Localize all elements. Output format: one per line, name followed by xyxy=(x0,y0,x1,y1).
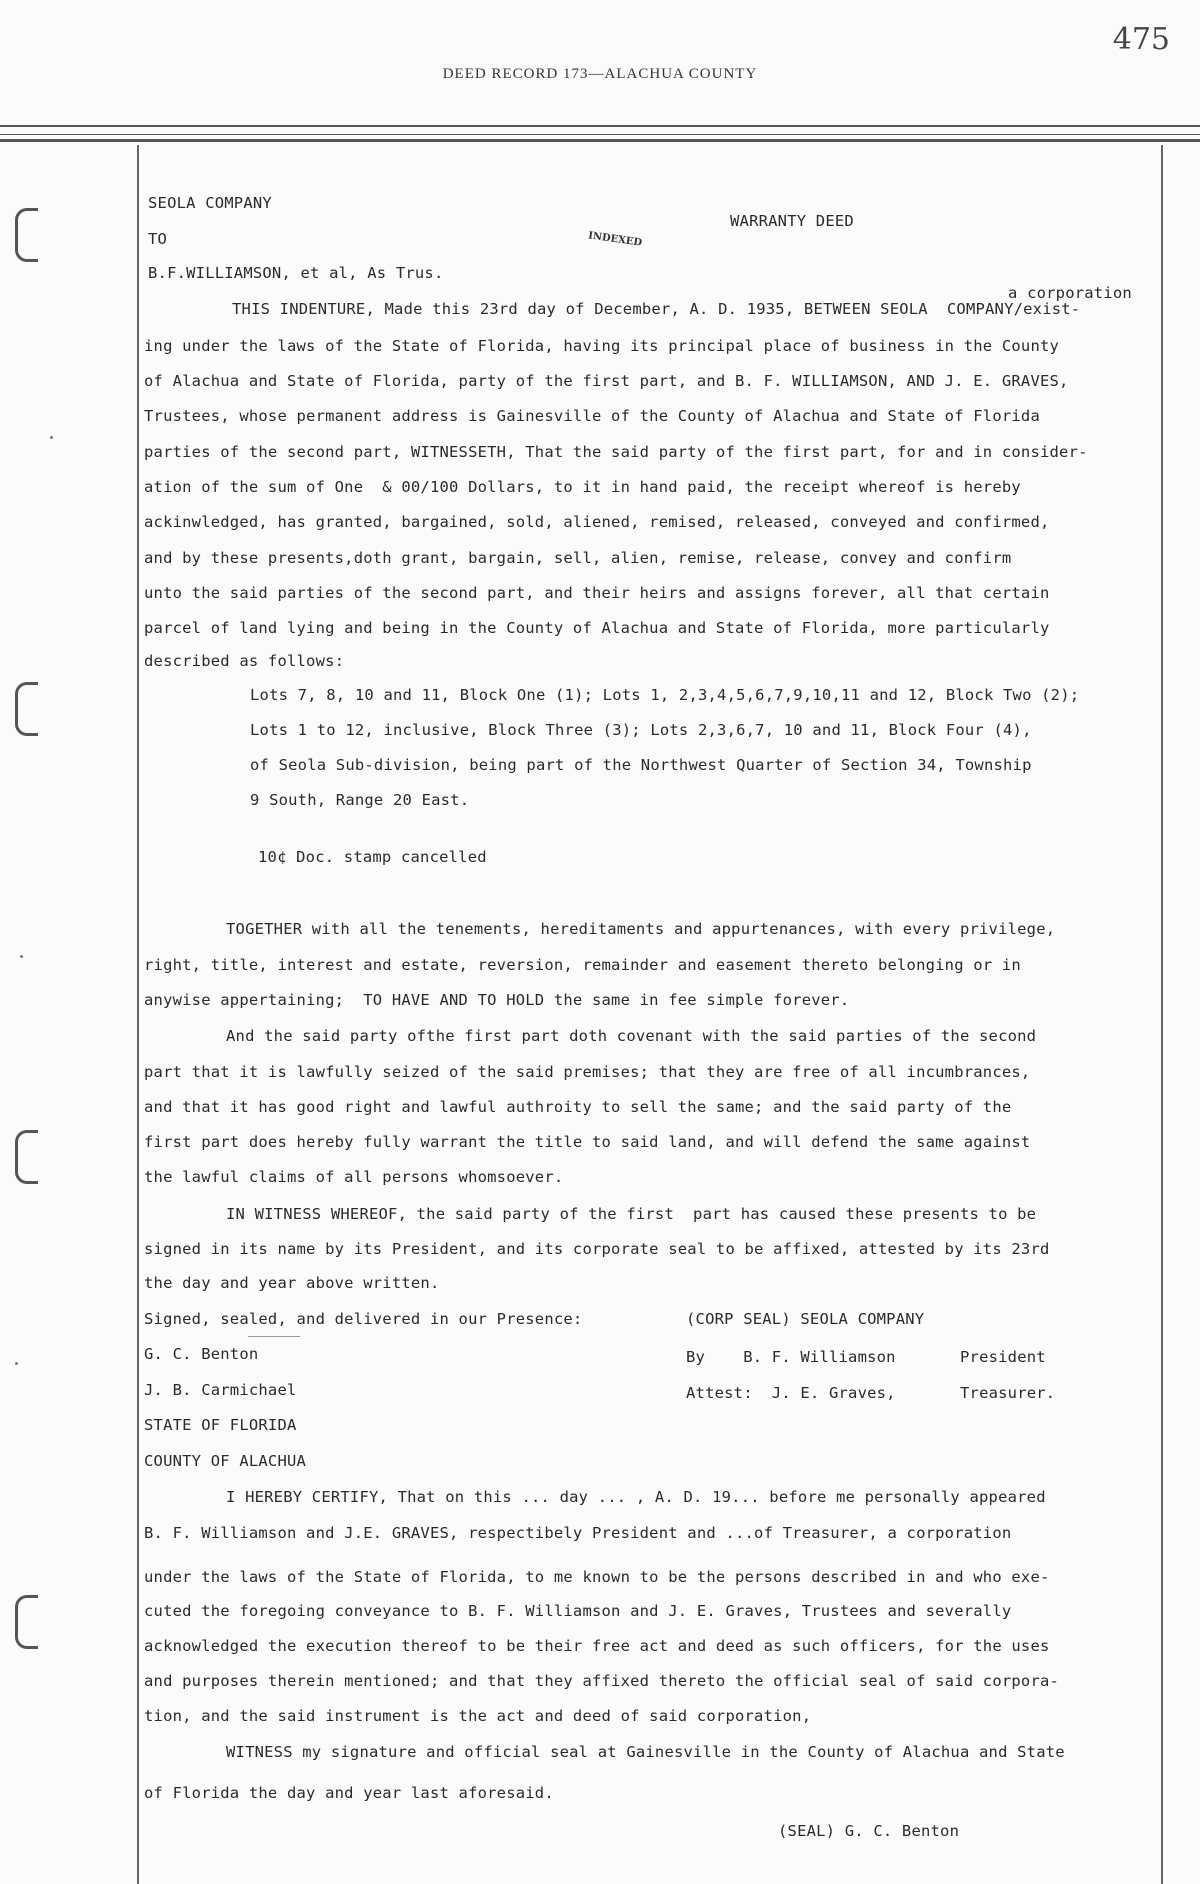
line: I HEREBY CERTIFY, That on this ... day ... , A. D. 19... before me personally appeared xyxy=(226,1488,1046,1506)
witness-name: J. B. Carmichael xyxy=(144,1381,297,1399)
line: ation of the sum of One & 00/100 Dollars, to it in hand paid, the receipt whereof is hereby xyxy=(144,478,1021,496)
corporate-seal: (CORP SEAL) SEOLA COMPANY xyxy=(686,1310,925,1328)
line: of Florida the day and year last aforesaid. xyxy=(144,1784,554,1802)
line: ing under the laws of the State of Florida, having its principal place of business in the County xyxy=(144,337,1060,355)
line: the lawful claims of all persons whomsoever. xyxy=(144,1168,564,1186)
header-rule xyxy=(0,134,1200,135)
to-label: TO xyxy=(148,230,168,248)
doc-stamp-note: 10¢ Doc. stamp cancelled xyxy=(258,848,487,866)
line: WITNESS my signature and official seal at Gainesville in the County of Alachua and State xyxy=(226,1743,1065,1761)
line: first part does hereby fully warrant the title to said land, and will defend the same against xyxy=(144,1133,1031,1151)
line: cuted the foregoing conveyance to B. F. Williamson and J. E. Graves, Trustees and severally xyxy=(144,1602,1012,1620)
venue-state: STATE OF FLORIDA xyxy=(144,1416,297,1434)
line: Lots 1 to 12, inclusive, Block Three (3); Lots 2,3,6,7, 10 and 11, Block Four (4), xyxy=(250,721,1032,739)
header-rule xyxy=(0,125,1200,127)
line: TOGETHER with all the tenements, hereditaments and appurtenances, with every privilege, xyxy=(226,920,1056,938)
president-signature: By B. F. Williamson xyxy=(686,1348,896,1366)
notary-seal: (SEAL) G. C. Benton xyxy=(778,1822,960,1840)
line: of Seola Sub-division, being part of the Northwest Quarter of Section 34, Township xyxy=(250,756,1032,774)
line: part that it is lawfully seized of the said premises; that they are free of all incumbrances, xyxy=(144,1063,1031,1081)
record-header: DEED RECORD 173—ALACHUA COUNTY xyxy=(442,66,758,82)
line: tion, and the said instrument is the act and deed of said corporation, xyxy=(144,1707,812,1725)
witness-name: G. C. Benton xyxy=(144,1345,259,1363)
line: IN WITNESS WHEREOF, the said party of the first part has caused these presents to be xyxy=(226,1205,1037,1223)
grantor-name: SEOLA COMPANY xyxy=(148,194,272,212)
paper-speck xyxy=(20,955,23,958)
line: Trustees, whose permanent address is Gainesville of the County of Alachua and State of Florida xyxy=(144,407,1040,425)
line: unto the said parties of the second part, and their heirs and assigns forever, all that certain xyxy=(144,584,1050,602)
line: and that it has good right and lawful authroity to sell the same; and the said party of the xyxy=(144,1098,1012,1116)
line: ackinwledged, has granted, bargained, sold, aliened, remised, released, conveyed and confirmed, xyxy=(144,513,1050,531)
line: a corporation xyxy=(1008,284,1132,302)
venue-county: COUNTY OF ALACHUA xyxy=(144,1452,307,1470)
grantee-name: B.F.WILLIAMSON, et al, As Trus. xyxy=(148,264,444,282)
line: and purposes therein mentioned; and that they affixed thereto the official seal of said corpora- xyxy=(144,1672,1060,1690)
binder-ring-mark xyxy=(15,1130,38,1184)
line: and by these presents,doth grant, bargain, sell, alien, remise, release, convey and confirm xyxy=(144,549,1012,567)
line: Lots 7, 8, 10 and 11, Block One (1); Lots 1, 2,3,4,5,6,7,9,10,11 and 12, Block Two (2); xyxy=(250,686,1080,704)
line: under the laws of the State of Florida, to me known to be the persons described in and who exe- xyxy=(144,1568,1050,1586)
line: the day and year above written. xyxy=(144,1274,440,1292)
line: 9 South, Range 20 East. xyxy=(250,791,470,809)
left-margin-rule xyxy=(137,145,139,1884)
binder-ring-mark xyxy=(15,682,38,736)
line: signed in its name by its President, and its corporate seal to be affixed, attested by its 23rd xyxy=(144,1240,1050,1258)
treasurer-attestation: Attest: J. E. Graves, xyxy=(686,1384,896,1402)
indexed-stamp: INDEXED xyxy=(587,230,643,249)
president-title: President xyxy=(960,1348,1046,1366)
right-margin-rule xyxy=(1161,145,1163,1884)
line: of Alachua and State of Florida, party of the first part, and B. F. WILLIAMSON, AND J. E. GRAVES, xyxy=(144,372,1069,390)
line: acknowledged the execution thereof to be their free act and deed as such officers, for the uses xyxy=(144,1637,1050,1655)
line: And the said party ofthe first part doth covenant with the said parties of the second xyxy=(226,1027,1037,1045)
binder-ring-mark xyxy=(15,1595,38,1649)
line: anywise appertaining; TO HAVE AND TO HOLD the same in fee simple forever. xyxy=(144,991,850,1009)
header-rule xyxy=(0,139,1200,142)
treasurer-title: Treasurer. xyxy=(960,1384,1056,1402)
presence-line: Signed, sealed, and delivered in our Presence: xyxy=(144,1310,583,1328)
line: described as follows: xyxy=(144,652,345,670)
page-number: 475 xyxy=(1112,22,1170,57)
signature-stroke xyxy=(248,1336,300,1337)
line: B. F. Williamson and J.E. GRAVES, respectibely President and ...of Treasurer, a corporation xyxy=(144,1524,1012,1542)
line: parties of the second part, WITNESSETH, That the said party of the first part, for and in consider- xyxy=(144,443,1088,461)
line: right, title, interest and estate, reversion, remainder and easement thereto belonging or in xyxy=(144,956,1021,974)
paper-speck xyxy=(50,436,53,439)
line: THIS INDENTURE, Made this 23rd day of December, A. D. 1935, BETWEEN SEOLA COMPANY/exist- xyxy=(232,300,1081,318)
paper-speck xyxy=(15,1362,18,1365)
binder-ring-mark xyxy=(15,208,38,262)
line: parcel of land lying and being in the County of Alachua and State of Florida, more particularly xyxy=(144,619,1050,637)
deed-type: WARRANTY DEED xyxy=(730,212,854,230)
